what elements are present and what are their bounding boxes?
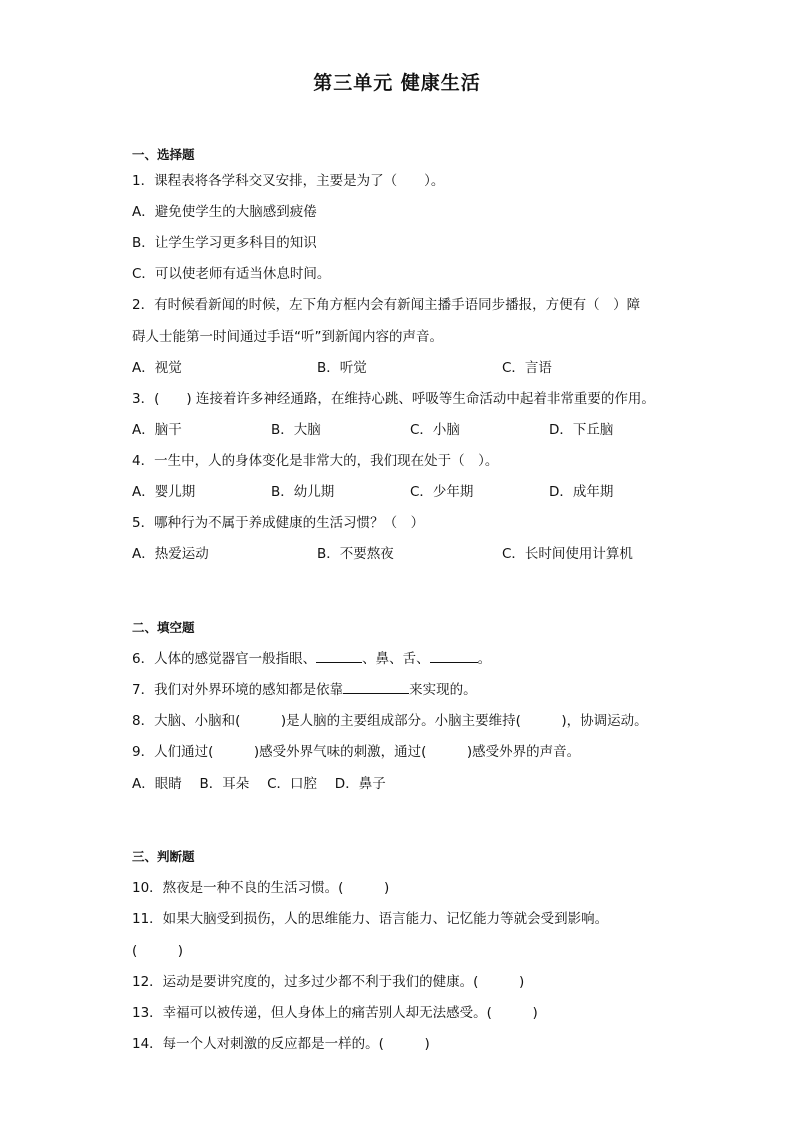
question-4-option-b: B．幼儿期 <box>271 484 335 500</box>
question-1-option-a: A．避免使学生的大脑感到疲倦 <box>132 204 317 220</box>
question-4-option-a: A．婴儿期 <box>132 484 196 500</box>
question-7 <box>132 681 477 699</box>
question-4-option-d: D．成年期 <box>549 484 614 500</box>
question-1-stem: 1．课程表将各学科交叉安排，主要是为了（ ）。 <box>132 173 445 189</box>
answer-blank[interactable] <box>316 650 362 663</box>
question-7-part-1: 7．我们对外界环境的感知都是依靠 <box>132 682 344 698</box>
question-4-option-c: C．少年期 <box>410 484 474 500</box>
question-1-option-c: C．可以使老师有适当休息时间。 <box>132 266 331 282</box>
question-13: 13．幸福可以被传递，但人身体上的痛苦别人却无法感受。( ) <box>132 1005 538 1021</box>
question-2-stem-line-1: 2．有时候看新闻的时候，左下角方框内会有新闻主播手语同步播报，方便有（ ）障 <box>132 297 641 313</box>
question-5-option-c: C．长时间使用计算机 <box>502 546 633 562</box>
question-3-option-b: B．大脑 <box>271 422 321 438</box>
question-11-answer-parens: ( ) <box>132 943 184 959</box>
question-3-option-c: C．小脑 <box>410 422 460 438</box>
question-9-options: A．眼睛 B．耳朵 C．口腔 D．鼻子 <box>132 776 386 792</box>
question-2-stem-line-2: 碍人士能第一时间通过手语“听”到新闻内容的声音。 <box>132 329 443 345</box>
question-2-option-c: C．言语 <box>502 360 552 376</box>
question-5-stem: 5．哪种行为不属于养成健康的生活习惯？（ ） <box>132 515 425 531</box>
question-1-option-b: B．让学生学习更多科目的知识 <box>132 235 317 251</box>
answer-blank[interactable] <box>343 681 409 694</box>
page-title: 第三单元 健康生活 <box>313 72 481 94</box>
answer-blank[interactable] <box>430 650 478 663</box>
section-heading-judge: 三、判断题 <box>132 849 195 864</box>
question-8: 8．大脑、小脑和( )是人脑的主要组成部分。小脑主要维持( )，协调运动。 <box>132 713 648 729</box>
question-5-option-b: B．不要熬夜 <box>317 546 394 562</box>
question-6-part-3: 。 <box>477 651 492 667</box>
question-6-part-1: 6．人体的感觉器官一般指眼、 <box>132 651 317 667</box>
question-11: 11．如果大脑受到损伤，人的思维能力、语言能力、记忆能力等就会受到影响。 <box>132 911 609 927</box>
question-6-part-2: 、鼻、舌、 <box>362 651 430 667</box>
question-3-stem: 3．( ) 连接着许多神经通路，在维持心跳、呼吸等生命活动中起着非常重要的作用。 <box>132 391 655 407</box>
question-12: 12．运动是要讲究度的，过多过少都不利于我们的健康。( ) <box>132 974 525 990</box>
section-heading-choice: 一、选择题 <box>132 147 195 162</box>
question-2-option-b: B．听觉 <box>317 360 367 376</box>
question-3-option-d: D．下丘脑 <box>549 422 614 438</box>
question-5-option-a: A．热爱运动 <box>132 546 209 562</box>
question-9-stem: 9．人们通过( )感受外界气味的刺激，通过( )感受外界的声音。 <box>132 744 581 760</box>
question-4-stem: 4．一生中，人的身体变化是非常大的，我们现在处于（ ）。 <box>132 453 499 469</box>
question-3-option-a: A．脑干 <box>132 422 182 438</box>
section-heading-fill: 二、填空题 <box>132 620 195 635</box>
question-2-option-a: A．视觉 <box>132 360 182 376</box>
question-10: 10．熬夜是一种不良的生活习惯。( ) <box>132 880 390 896</box>
question-7-part-2: 来实现的。 <box>409 682 477 698</box>
question-14: 14．每一个人对刺激的反应都是一样的。( ) <box>132 1036 430 1052</box>
question-6 <box>132 650 491 668</box>
